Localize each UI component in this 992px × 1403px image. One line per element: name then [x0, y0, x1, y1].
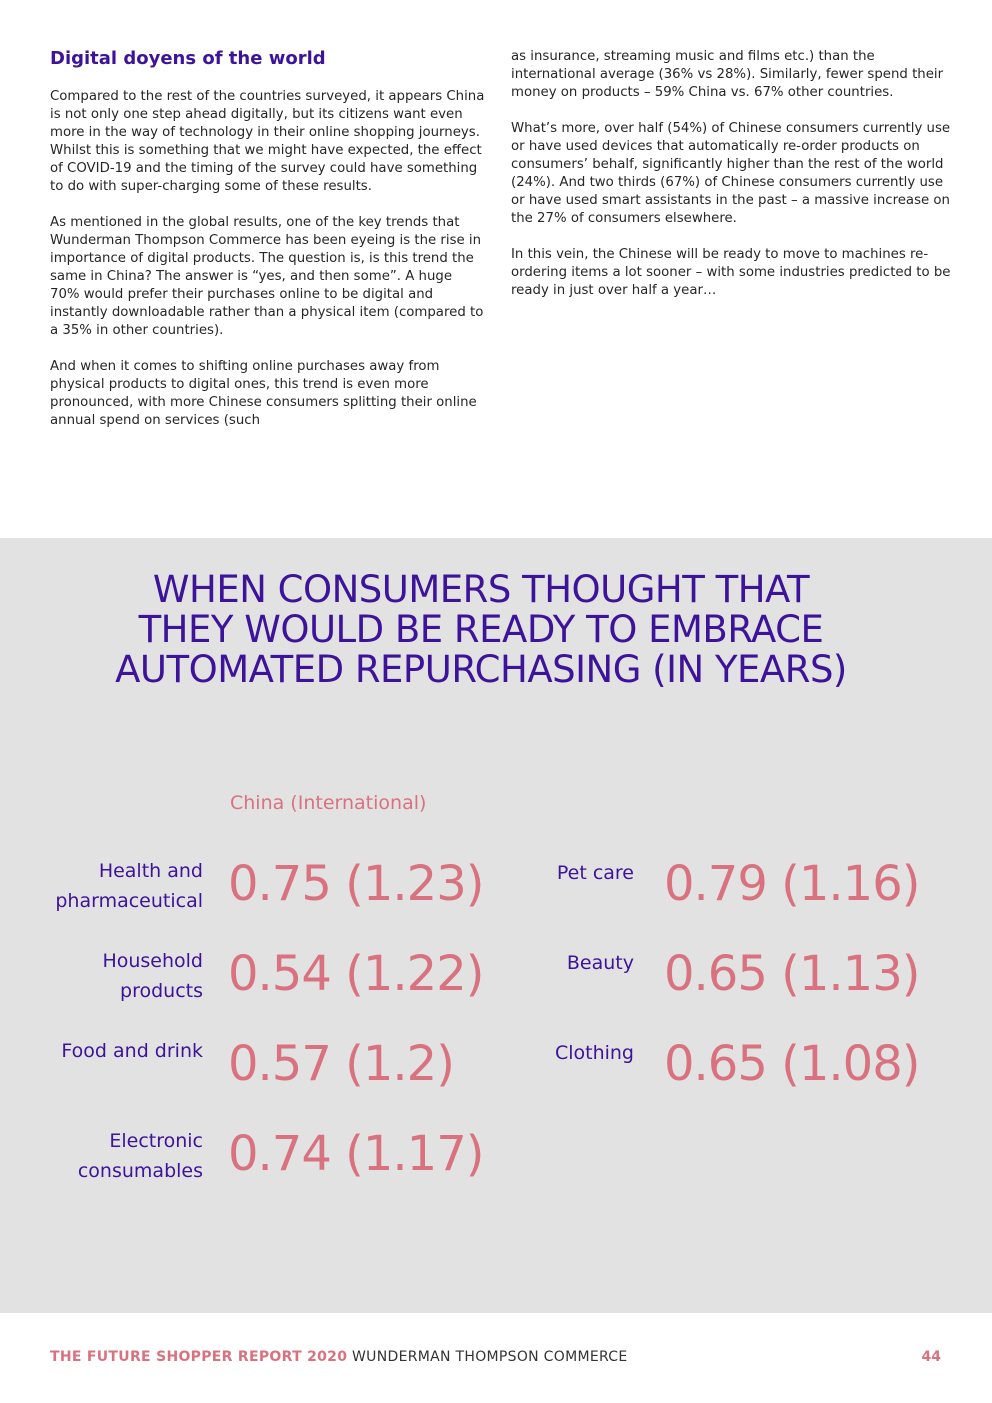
category-label-line: consumables — [77, 1160, 203, 1182]
category-label-line: Clothing — [554, 1042, 634, 1064]
category-label-line: Household — [102, 950, 203, 972]
category-label-household — [30, 946, 203, 1006]
category-label-line: Beauty — [566, 952, 634, 974]
infographic-legend: China (International) — [230, 792, 427, 814]
infographic-title — [0, 570, 962, 690]
infographic-title-line: THEY WOULD BE READY TO EMBRACE — [138, 608, 824, 651]
category-label-pet-care — [500, 858, 634, 888]
infographic-title-line: WHEN CONSUMERS THOUGHT THAT — [152, 568, 810, 611]
category-value-health: 0.75 (1.23) — [228, 856, 484, 912]
category-label-line: products — [120, 980, 203, 1002]
category-label-beauty — [500, 948, 634, 978]
category-value-electronics: 0.74 (1.17) — [228, 1126, 484, 1182]
infographic-title-line: AUTOMATED REPURCHASING (IN YEARS) — [115, 648, 847, 691]
article-paragraph: Compared to the rest of the countries surveyed, it appears China is not only one step ahead digitally, but its citizens want even more in the way of technology in their online shopping journeys. Whilst this is something that we might have expected, the effect of COVID-19 and the timing of the survey could have something to do with super-charging some of these results. — [50, 89, 485, 194]
category-label-clothing — [500, 1038, 634, 1068]
category-label-electronics — [30, 1126, 203, 1186]
category-value-clothing: 0.65 (1.08) — [664, 1036, 920, 1092]
category-label-line: Food and drink — [61, 1040, 203, 1062]
article-paragraph: And when it comes to shifting online purchases away from physical products to digital ones, this trend is even more pronounced, with more Chinese consumers splitting their online annual spend on services (such — [50, 359, 477, 428]
category-label-line: Health and — [98, 860, 203, 882]
article-paragraph: In this vein, the Chinese will be ready to move to machines re-ordering items a lot sooner – with some industries predicted to be ready in just over half a year… — [511, 247, 951, 298]
page-footer — [50, 1349, 628, 1365]
page-number: 44 — [921, 1349, 941, 1365]
category-label-line: pharmaceutical — [55, 890, 203, 912]
article-left-column — [50, 48, 485, 448]
article-heading: Digital doyens of the world — [50, 48, 326, 69]
category-value-pet-care: 0.79 (1.16) — [664, 856, 920, 912]
category-label-line: Electronic — [109, 1130, 203, 1152]
footer-company: WUNDERMAN THOMPSON COMMERCE — [352, 1349, 628, 1365]
category-label-food — [30, 1036, 203, 1066]
article-paragraph: As mentioned in the global results, one of the key trends that Wunderman Thompson Commerce has been eyeing is the rise in importance of digital products. The question is, is this trend the same in China? The answer is “yes, and then some”. A huge 70% would prefer their purchases online to be digital and instantly downloadable rather than a physical item (compared to a 35% in other countries). — [50, 215, 484, 338]
category-label-health — [30, 856, 203, 916]
category-label-line: Pet care — [556, 862, 634, 884]
category-value-food: 0.57 (1.2) — [228, 1036, 454, 1092]
article-paragraph: What’s more, over half (54%) of Chinese consumers currently use or have used devices that automatically re-order products on consumers’ behalf, significantly higher than the rest of the world (24%). And two thirds (67%) of Chinese consumers currently use or have used smart assistants in the past – a massive increase on the 27% of consumers elsewhere. — [511, 121, 951, 226]
category-value-household: 0.54 (1.22) — [228, 946, 484, 1002]
article-paragraph: as insurance, streaming music and films etc.) than the international average (36% vs 28%). Similarly, fewer spend their money on products – 59% China vs. 67% other countries. — [511, 49, 944, 100]
article-right-column — [511, 48, 951, 318]
footer-report-title: THE FUTURE SHOPPER REPORT 2020 — [50, 1349, 348, 1365]
category-value-beauty: 0.65 (1.13) — [664, 946, 920, 1002]
